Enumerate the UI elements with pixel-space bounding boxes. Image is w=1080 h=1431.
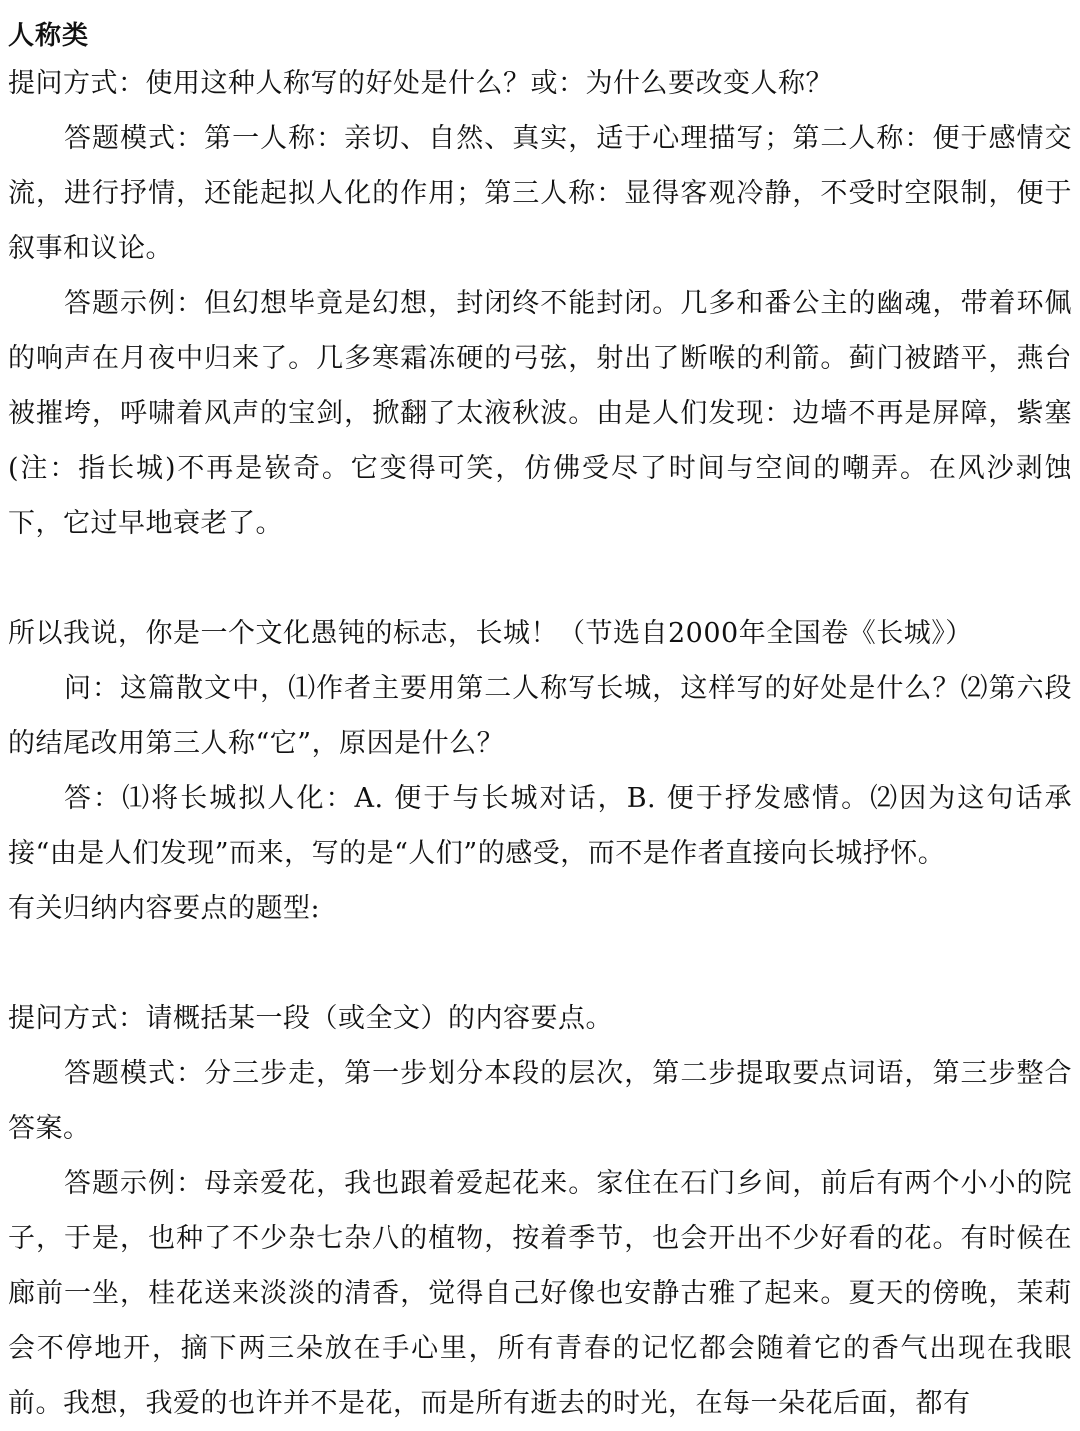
example-conclusion-paragraph: 所以我说，你是一个文化愚钝的标志，长城！（节选自2000年全国卷《长城》） (8, 618, 973, 649)
answer-example-paragraph-2: 答题示例：母亲爱花，我也跟着爱起花来。家住在石门乡间，前后有两个小小的院子，于是，也种了不少杂七杂八的植物，按着季节，也会开出不少好看的花。有时候在廊前一坐，桂花送来淡淡的清香，觉得自己好像也安静古雅了起来。夏天的傍晚，茉莉会不停地开，摘下两三朵放在手心里，所有青春的记忆都会随着它的香气出现在我眼前。我想，我爱的也许并不是花，而是所有逝去的时光，在每一朵花后面，都有 (8, 1168, 1072, 1419)
question-format-paragraph-2: 提问方式：请概括某一段（或全文）的内容要点。 (8, 1003, 613, 1034)
blank-line (8, 936, 1072, 991)
question-format-paragraph: 提问方式：使用这种人称写的好处是什么？或：为什么要改变人称？ (8, 68, 833, 99)
answer-model-paragraph-2: 答题模式：分三步走，第一步划分本段的层次，第二步提取要点词语，第三步整合答案。 (8, 1058, 1072, 1144)
answer-example-paragraph: 答题示例：但幻想毕竟是幻想，封闭终不能封闭。几多和番公主的幽魂，带着环佩的响声在月夜中归来了。几多寒霜冻硬的弓弦，射出了断喉的利箭。蓟门被踏平，燕台被摧垮，呼啸着风声的宝剑，掀翻了太液秋波。由是人们发现：边墙不再是屏障，紫塞(注：指长城)不再是嵚奇。它变得可笑，仿佛受尽了时间与空间的嘲弄。在风沙剥蚀下，它过早地衰老了。 (8, 288, 1072, 539)
section-subtitle: 有关归纳内容要点的题型: (8, 893, 321, 924)
answer-model-paragraph: 答题模式：第一人称：亲切、自然、真实，适于心理描写；第二人称：便于感情交流，进行抒情，还能起拟人化的作用；第三人称：显得客观冷静，不受时空限制，便于叙事和议论。 (8, 123, 1072, 264)
blank-line (8, 551, 1072, 606)
answer-paragraph: 答：⑴将长城拟人化：A. 便于与长城对话，B. 便于抒发感情。⑵因为这句话承接“由是人们发现”而来，写的是“人们”的感受，而不是作者直接向长城抒怀。 (8, 783, 1072, 869)
question-paragraph: 问：这篇散文中，⑴作者主要用第二人称写长城，这样写的好处是什么？⑵第六段的结尾改用第三人称“它”，原因是什么？ (8, 673, 1072, 759)
section-title: 人称类 (8, 21, 90, 51)
